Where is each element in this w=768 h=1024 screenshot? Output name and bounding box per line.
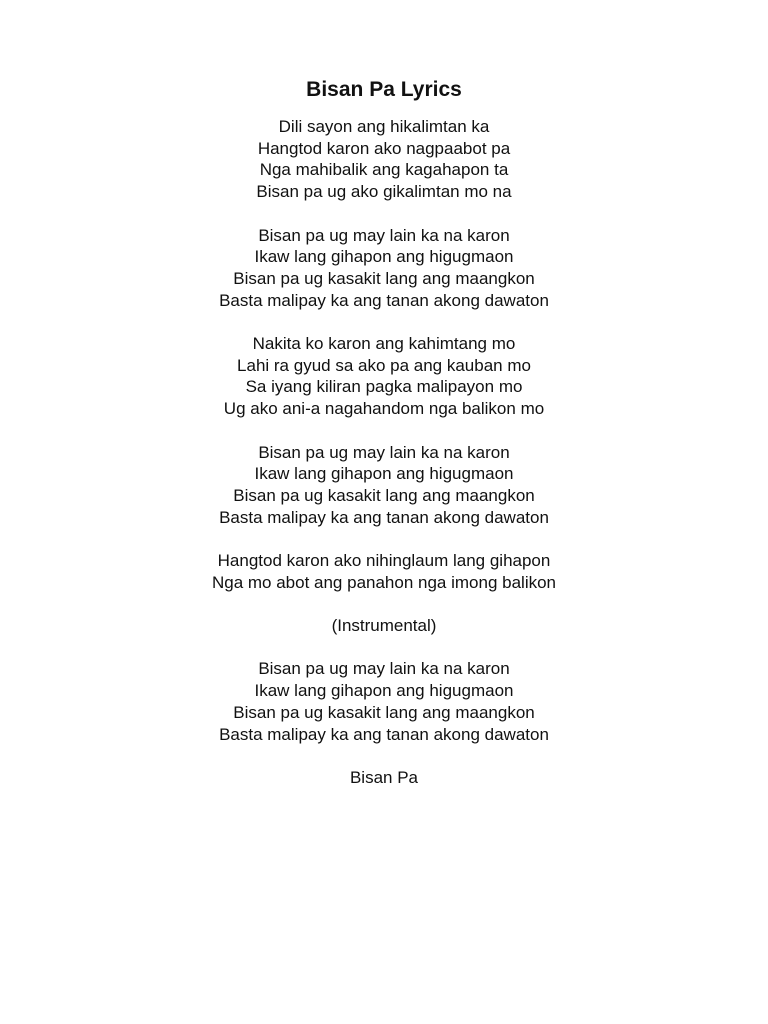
lyric-line: Nga mo abot ang panahon nga imong balikon: [211, 572, 557, 592]
lyric-line: Nga mahibalik ang kagahapon ta: [259, 160, 509, 180]
lyric-line: Lahi ra gyud sa ako pa ang kauban mo: [237, 355, 531, 375]
lyric-line: Ikaw lang gihapon ang higugmaon: [254, 681, 514, 701]
stanza-2: [0, 225, 768, 312]
lyric-line: Bisan pa ug may lain ka na karon: [258, 659, 510, 679]
lyric-line: Hangtod karon ako nagpaabot pa: [257, 138, 511, 158]
lyric-line: Sa iyang kiliran pagka malipayon mo: [245, 377, 523, 397]
lyric-line: Ug ako ani-a nagahandom nga balikon mo: [223, 399, 545, 419]
lyric-line: Bisan pa ug kasakit lang ang maangkon: [233, 702, 535, 722]
closing-line: Bisan Pa: [349, 767, 419, 787]
lyric-line: Nakita ko karon ang kahimtang mo: [252, 334, 516, 353]
lyrics-body: [0, 116, 768, 810]
lyric-line: Bisan pa ug kasakit lang ang maangkon: [233, 485, 535, 505]
stanza-6: [0, 615, 768, 637]
lyric-line: Bisan pa ug may lain ka na karon: [258, 442, 510, 462]
page-title: Bisan Pa Lyrics: [306, 78, 462, 101]
instrumental-note: (Instrumental): [331, 616, 437, 636]
lyric-line: Dili sayon ang hikalimtan ka: [278, 117, 490, 136]
lyric-line: Ikaw lang gihapon ang higugmaon: [254, 464, 514, 484]
stanza-7: [0, 658, 768, 745]
stanza-1: [0, 116, 768, 203]
lyric-line: Basta malipay ka ang tanan akong dawaton: [219, 724, 549, 744]
stanza-5: [0, 550, 768, 593]
lyric-line: Ikaw lang gihapon ang higugmaon: [254, 247, 514, 267]
lyric-line: Bisan pa ug ako gikalimtan mo na: [256, 182, 512, 202]
stanza-4: [0, 442, 768, 529]
lyric-line: Basta malipay ka ang tanan akong dawaton: [219, 290, 549, 310]
lyric-line: Bisan pa ug may lain ka na karon: [258, 225, 510, 245]
stanza-8: [0, 767, 768, 789]
lyric-line: Bisan pa ug kasakit lang ang maangkon: [233, 268, 535, 288]
lyric-line: Basta malipay ka ang tanan akong dawaton: [219, 507, 549, 527]
stanza-3: [0, 333, 768, 420]
lyric-line: Hangtod karon ako nihinglaum lang gihapon: [217, 551, 551, 570]
